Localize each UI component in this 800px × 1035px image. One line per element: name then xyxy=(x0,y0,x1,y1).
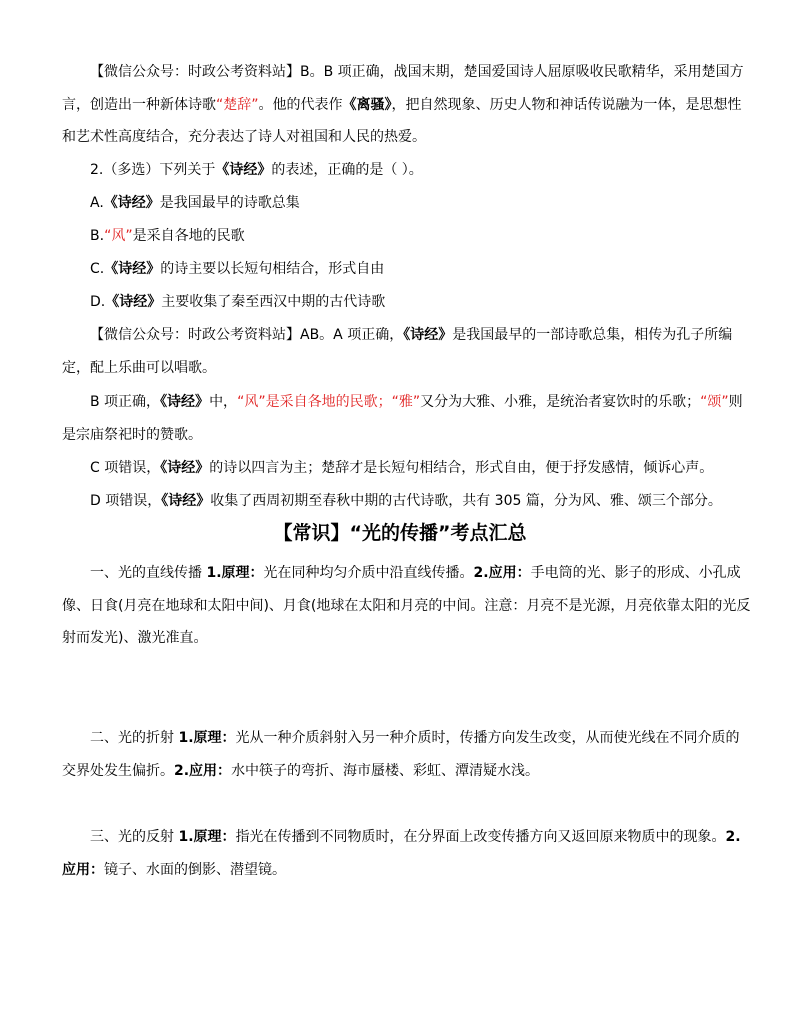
text: B 项正确， xyxy=(90,394,161,410)
text: 是我国最早的一部诗歌总集，相传为孔子所编定，配上乐曲可以唱歌。 xyxy=(62,327,733,376)
book-title-shijing: 《诗经》 xyxy=(160,460,210,476)
book-title-lisao: 《离骚》 xyxy=(342,96,392,113)
text: 水中筷子的弯折、海市蜃楼、彩虹、潭清疑水浅。 xyxy=(231,762,540,779)
option-letter: B. xyxy=(90,228,105,244)
highlight-ya: “雅” xyxy=(391,394,421,410)
text: 三、光的反射 xyxy=(90,829,179,845)
option-letter: A. xyxy=(90,195,104,211)
label-principle: 1.原理： xyxy=(178,730,236,746)
label-application: 2.应用： xyxy=(473,565,531,581)
light-section-refraction xyxy=(62,722,752,787)
light-section-reflection xyxy=(62,821,752,886)
highlight-feng: “风” xyxy=(104,228,133,244)
option-text: 的诗主要以长短句相结合，形式自由 xyxy=(160,261,385,277)
text: 【微信公众号：时政公考资料站】AB。A 项正确， xyxy=(90,327,404,343)
text: 【微信公众号：时政公考资料站】B。B 项正确，战国末期，楚国爱国诗人屈原吸收民歌精华，采用楚国方言，创造出一种新体诗歌 xyxy=(62,64,744,113)
option-text: 是采自各地的民歌 xyxy=(132,228,245,244)
text: 光在同种均匀介质中沿直线传播。 xyxy=(263,565,474,581)
text: 一、光的直线传播 xyxy=(90,565,207,581)
option-letter: D. xyxy=(90,294,106,310)
text: D 项错误， xyxy=(90,493,162,509)
book-title-shijing: 《诗经》 xyxy=(103,195,160,211)
book-title-shijing: 《诗经》 xyxy=(161,493,211,509)
option-text: 是我国最早的诗歌总集 xyxy=(159,195,300,211)
option-text: 主要收集了秦至西汉中期的古代诗歌 xyxy=(161,294,386,310)
highlight-song: “颂” xyxy=(700,394,729,410)
text: 手电筒的光、影子的形成、小孔成像、日食(月亮在地球和太阳中间)、月食(地球在太阳和月亮的中间。注意：月亮不是光源，月亮依靠太阳的光反射而发光)、激光准直。 xyxy=(62,565,751,646)
text: 则是宗庙祭祀时的赞歌。 xyxy=(62,394,743,443)
book-title-shijing: 《诗经》 xyxy=(105,294,162,310)
text: 又分为大雅、小雅，是统治者宴饮时的乐歌； xyxy=(420,394,701,410)
answer-paragraph-q1 xyxy=(62,56,752,154)
text: 收集了西周初期至春秋中期的古代诗歌，共有 305 篇，分为风、雅、颂三个部分。 xyxy=(210,493,722,509)
option-a xyxy=(62,187,752,220)
text: 2.（多选）下列关于 xyxy=(90,162,216,178)
text: 镜子、水面的倒影、潜望镜。 xyxy=(104,861,286,878)
text: C 项错误， xyxy=(90,460,161,476)
label-application: 2.应用： xyxy=(62,829,741,878)
book-title-shijing: 《诗经》 xyxy=(104,261,161,277)
answer-paragraph-q2 xyxy=(62,319,752,384)
text: 二、光的折射 xyxy=(90,730,179,746)
text: 光从一种介质斜射入另一种介质时，传播方向发生改变，从而使光线在不同介质的交界处发生偏折。 xyxy=(62,730,740,779)
text: 的表述，正确的是（ ）。 xyxy=(271,162,423,178)
option-b xyxy=(62,220,752,253)
book-title-shijing: 《诗经》 xyxy=(215,162,272,178)
section-heading: 【常识】“光的传播”考点汇总 xyxy=(273,522,527,544)
book-title-shijing: 《诗经》 xyxy=(403,327,453,343)
text: 。他的代表作 xyxy=(258,96,343,113)
label-principle: 1.原理： xyxy=(206,565,264,581)
text: 的诗以四言为主；楚辞才是长短句相结合，形式自由，便于抒发感情，倾诉心声。 xyxy=(209,460,714,476)
highlight-chuci: “楚辞” xyxy=(216,96,259,113)
light-section-straight xyxy=(62,557,752,655)
explanation-b xyxy=(62,386,752,451)
highlight-feng: “风”是采自各地的民歌； xyxy=(237,394,392,410)
label-principle: 1.原理： xyxy=(178,829,236,845)
option-d xyxy=(62,286,752,319)
explanation-c xyxy=(62,452,752,485)
text: ，把自然现象、历史人物和神话传说融为一体，是思想性和艺术性高度结合，充分表达了诗人对祖国和人民的热爱。 xyxy=(62,96,742,145)
text: 中， xyxy=(209,394,238,410)
text: 指光在传播到不同物质时，在分界面上改变传播方向又返回原来物质中的现象。 xyxy=(235,829,726,845)
explanation-d xyxy=(62,485,752,518)
book-title-shijing: 《诗经》 xyxy=(160,394,210,410)
label-application: 2.应用： xyxy=(174,762,232,779)
option-c xyxy=(62,253,752,286)
option-letter: C. xyxy=(90,261,105,277)
question-2 xyxy=(62,154,752,187)
